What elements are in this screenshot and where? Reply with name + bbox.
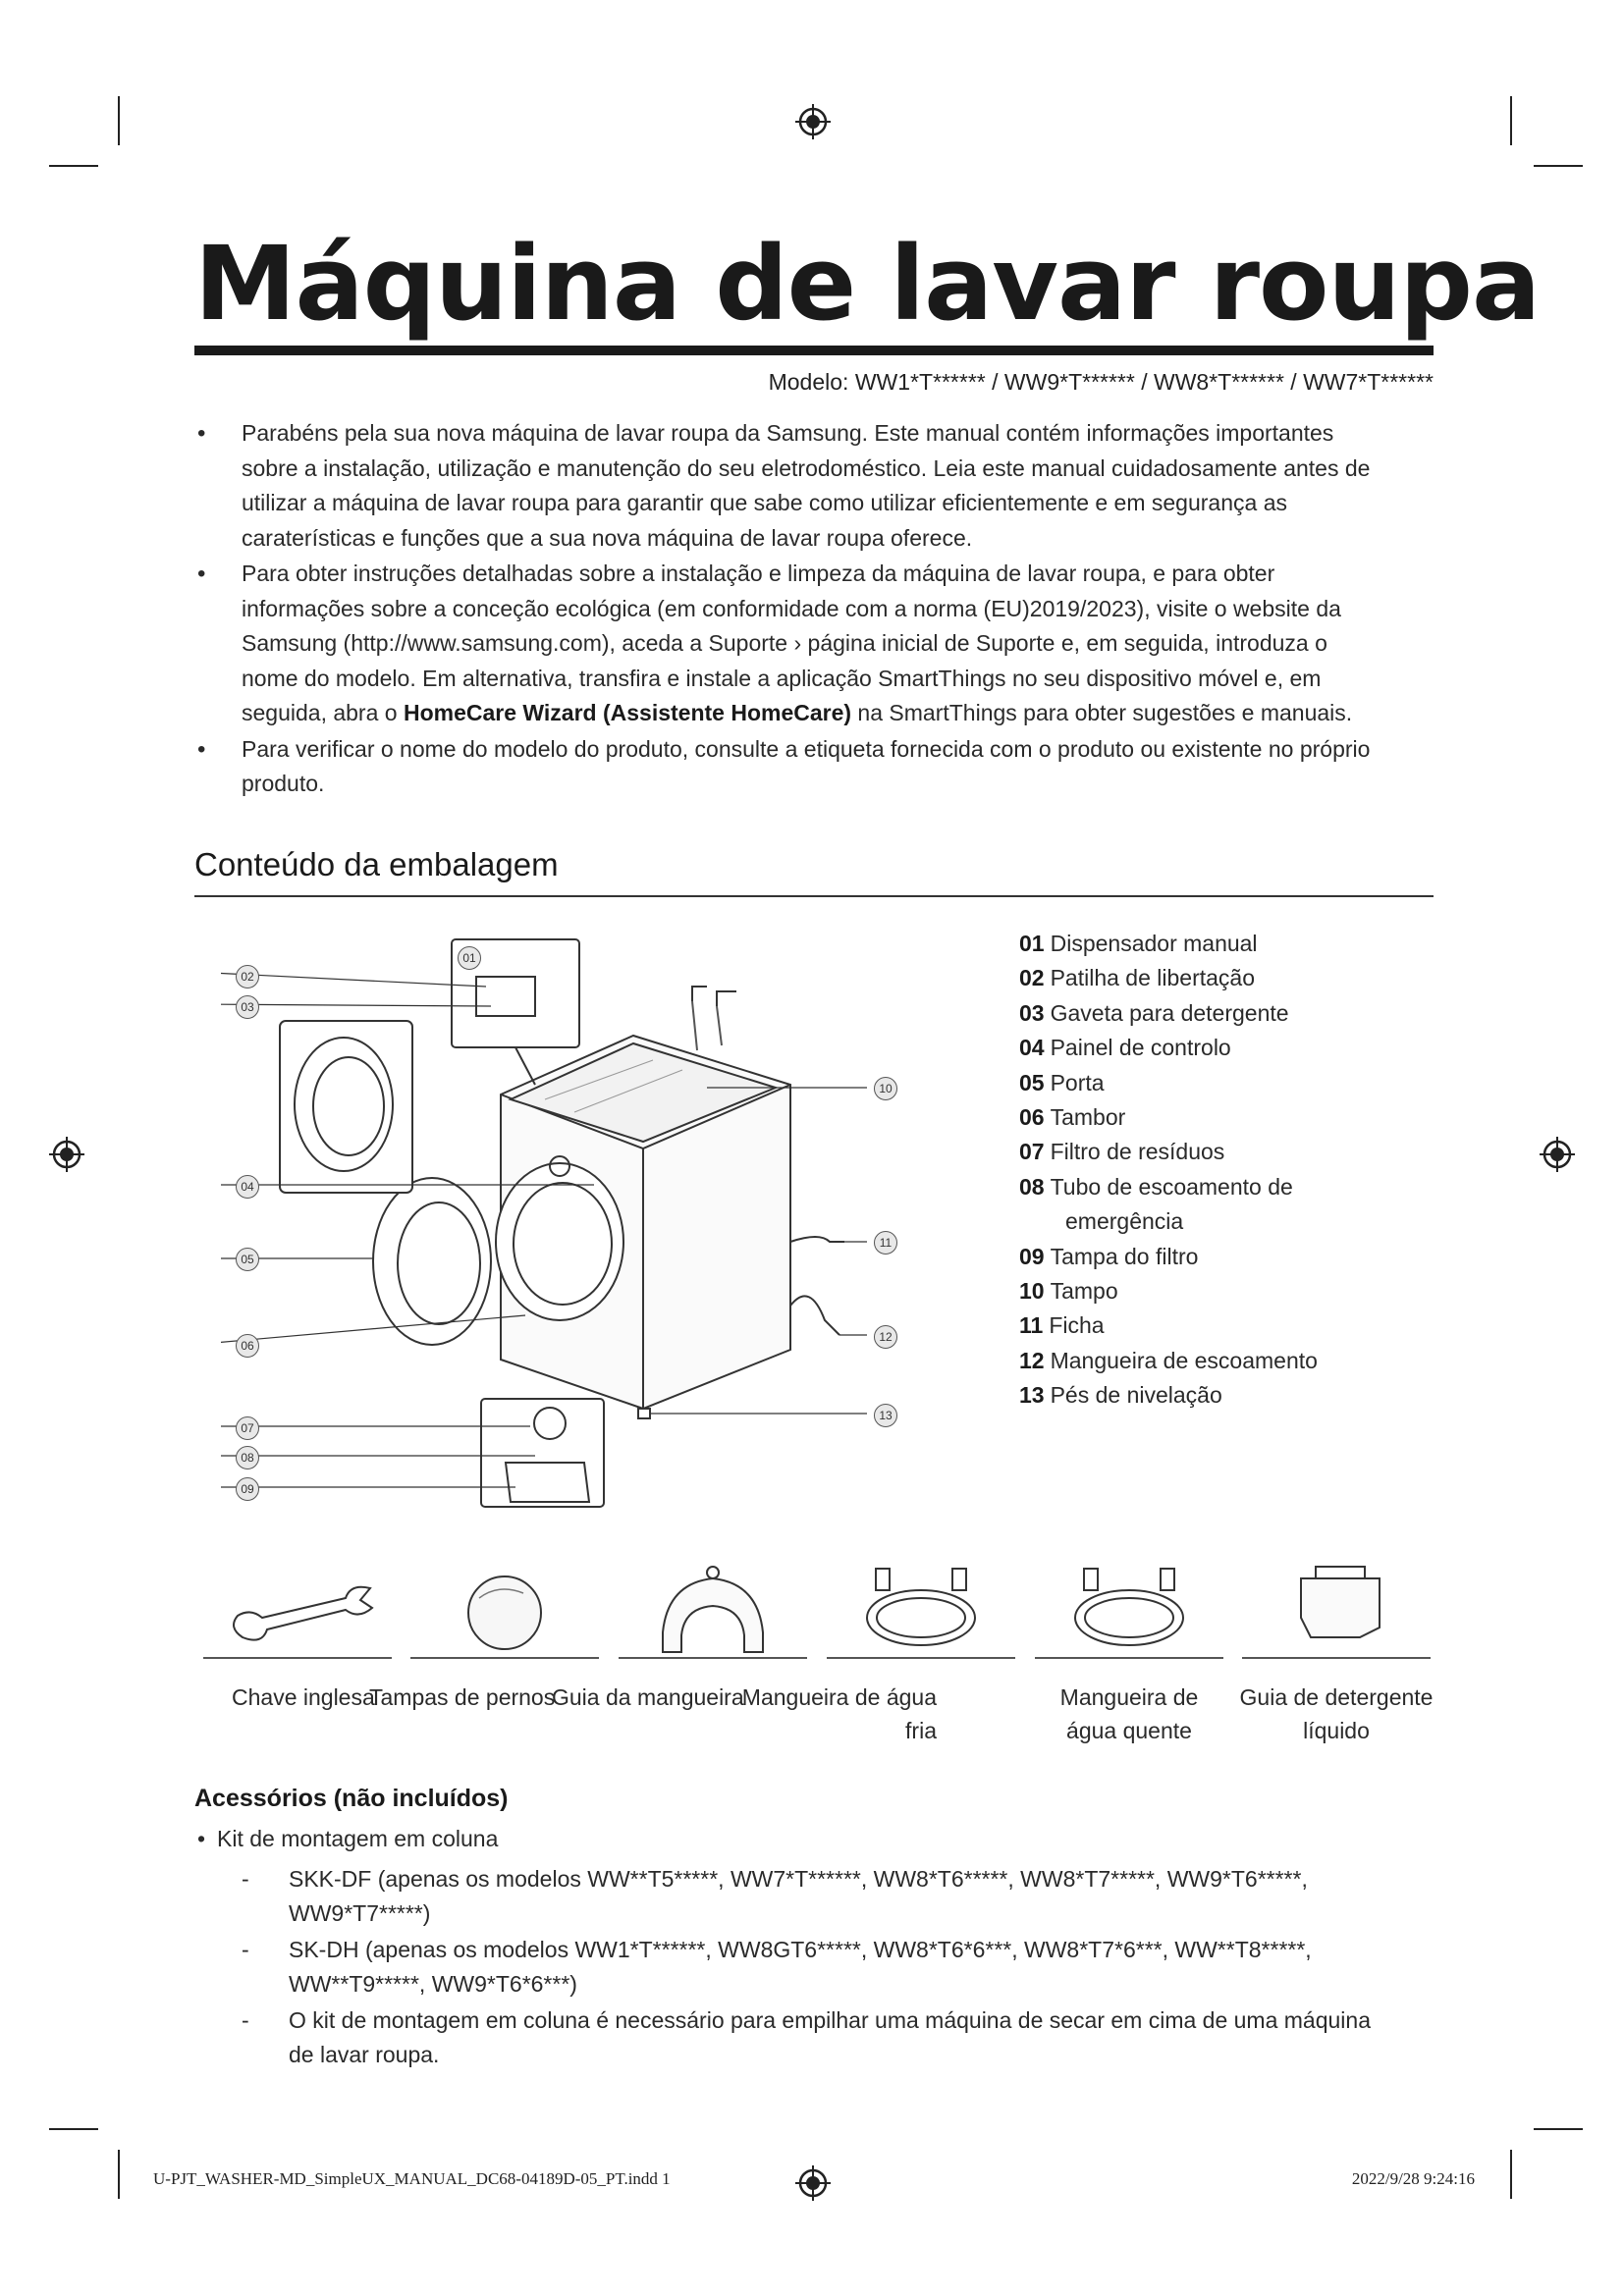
callout-12: 12 <box>874 1325 897 1349</box>
part-item: 09 Tampa do filtro <box>1019 1243 1199 1269</box>
section-title: Conteúdo da embalagem <box>194 846 559 882</box>
callout-06: 06 <box>236 1334 259 1358</box>
accessories-list <box>194 1821 1422 2074</box>
cold-hose-icon <box>827 1559 1015 1657</box>
crop-mark <box>49 2128 98 2130</box>
part-item: 03 Gaveta para detergente <box>1019 999 1289 1026</box>
callout-07: 07 <box>236 1416 259 1440</box>
callout-13: 13 <box>874 1404 897 1427</box>
callout-05: 05 <box>236 1248 259 1271</box>
crop-mark <box>1534 2128 1583 2130</box>
crop-mark <box>49 165 98 167</box>
part-item: 10 Tampo <box>1019 1278 1118 1305</box>
section-rule <box>194 895 1434 897</box>
crop-mark <box>118 96 120 145</box>
part-item: 11 Ficha <box>1019 1312 1105 1339</box>
callout-09: 09 <box>236 1477 259 1501</box>
callout-08: 08 <box>236 1446 259 1469</box>
accessory-label-hose-guide: Guia da mangueira <box>552 1684 744 1710</box>
wrench-icon <box>203 1559 392 1657</box>
kit-item: - SK-DH (apenas os modelos WW1*T******, WW8GT6*****, WW8*T6*6***, WW8*T7*6***, WW**T8*****, WW**T9*****, WW9*T6*6***) <box>217 1933 1422 2002</box>
liquid-guide-icon <box>1242 1559 1431 1657</box>
crop-mark <box>118 2150 120 2199</box>
part-item: 01 Dispensador manual <box>1019 931 1258 956</box>
accessory-rule <box>827 1657 1015 1659</box>
accessory-label-cold-hose: Mangueira de água fria <box>741 1684 937 1743</box>
accessories-title: Acessórios (não incluídos) <box>194 1785 509 1812</box>
washing-machine-diagram <box>221 928 908 1517</box>
callout-04: 04 <box>236 1175 259 1199</box>
intro-item: • Para verificar o nome do modelo do produto, consulte a etiqueta fornecida com o produto ou existente no próprio produto. <box>194 732 1422 802</box>
crop-mark <box>1510 96 1512 145</box>
crop-mark <box>1534 165 1583 167</box>
registration-mark-icon <box>1538 1135 1577 1174</box>
hose-guide-icon <box>619 1559 807 1657</box>
registration-mark-icon <box>47 1135 86 1174</box>
bolt-cap-icon <box>410 1559 599 1657</box>
homecare-wizard-link: HomeCare Wizard (Assistente HomeCare) <box>403 700 852 725</box>
footer-timestamp: 2022/9/28 9:24:16 <box>1351 2169 1475 2188</box>
part-item: 04 Painel de controlo <box>1019 1035 1231 1061</box>
part-item: 13 Pés de nivelação <box>1019 1382 1222 1409</box>
part-item: 08 Tubo de escoamento de emergência <box>1019 1173 1293 1235</box>
list-item: • Kit de montagem em coluna - SKK-DF (apenas os modelos WW**T5*****, WW7*T******, WW8*T6*****, WW8*T7*****, WW9*T6*****, WW9*T7*****) - SK-DH (apenas os modelos WW1*T******, WW8GT6*****, WW8*T6*6***, WW8*T7*6***, WW**T8*****, WW**T9*****, WW9*T6*6***) - O kit de montagem em coluna é necessário para empilhar uma máquina de secar em cima de uma máquina de lavar roupa. <box>194 1821 1422 2072</box>
accessory-label-hot-hose: Mangueira de água quente <box>1059 1684 1199 1743</box>
callout-11: 11 <box>874 1231 897 1255</box>
accessory-rule <box>1242 1657 1431 1659</box>
intro-list <box>194 416 1422 803</box>
part-item: 12 Mangueira de escoamento <box>1019 1347 1318 1373</box>
accessory-label-wrench: Chave inglesa <box>232 1684 375 1710</box>
registration-mark-icon <box>793 2163 833 2203</box>
accessory-label-liquid-guide: Guia de detergente líquido <box>1239 1684 1434 1743</box>
part-item: 07 Filtro de resíduos <box>1019 1139 1225 1165</box>
accessory-rule <box>203 1657 392 1659</box>
footer-file: U-PJT_WASHER-MD_SimpleUX_MANUAL_DC68-04189D-05_PT.indd 1 <box>153 2169 671 2188</box>
kit-item: - O kit de montagem em coluna é necessário para empilhar uma máquina de secar em cima de uma máquina de lavar roupa. <box>217 2003 1422 2072</box>
callout-02: 02 <box>236 965 259 988</box>
kit-list <box>217 1862 1422 2072</box>
crop-mark <box>1510 2150 1512 2199</box>
hot-hose-icon <box>1035 1559 1223 1657</box>
accessory-rule <box>1035 1657 1223 1659</box>
intro-item: • Parabéns pela sua nova máquina de lavar roupa da Samsung. Este manual contém informações importantes sobre a instalação, utilização e manutenção do seu eletrodoméstico. Leia este manual cuidadosamente antes de utilizar a máquina de lavar roupa para garantir que sabe como utilizar eficientemente e em segurança as caraterísticas e funções que a sua nova máquina de lavar roupa oferece. <box>194 416 1422 556</box>
accessory-label-bolt-caps: Tampas de pernos <box>369 1684 556 1710</box>
title-rule <box>194 346 1434 355</box>
accessory-rule <box>410 1657 599 1659</box>
accessory-rule <box>619 1657 807 1659</box>
part-item: 06 Tambor <box>1019 1104 1126 1131</box>
callout-10: 10 <box>874 1077 897 1100</box>
callout-03: 03 <box>236 995 259 1019</box>
part-item: 05 Porta <box>1019 1069 1105 1095</box>
intro-item: • Para obter instruções detalhadas sobre a instalação e limpeza da máquina de lavar roupa, e para obter informações sobre a conceção ecológica (em conformidade com a norma (EU)2019/2023), visite o website da Samsung (http://www.samsung.com), aceda a Suporte › página inicial de Suporte e, em seguida, introduza o nome do modelo. Em alternativa, transfira e instale a aplicação SmartThings no seu dispositivo móvel e, em seguida, abra o HomeCare Wizard (Assistente HomeCare) na SmartThings para obter sugestões e manuais. <box>194 557 1422 731</box>
callout-01: 01 <box>458 946 481 970</box>
parts-list <box>1019 927 1318 1414</box>
page-title: Máquina de lavar roupa <box>194 224 1541 344</box>
model-line: Modelo: WW1*T****** / WW9*T****** / WW8*T****** / WW7*T****** <box>768 369 1434 395</box>
kit-item: - SKK-DF (apenas os modelos WW**T5*****, WW7*T******, WW8*T6*****, WW8*T7*****, WW9*T6*****, WW9*T7*****) <box>217 1862 1422 1931</box>
registration-mark-icon <box>793 102 833 141</box>
part-item: 02 Patilha de libertação <box>1019 965 1256 991</box>
